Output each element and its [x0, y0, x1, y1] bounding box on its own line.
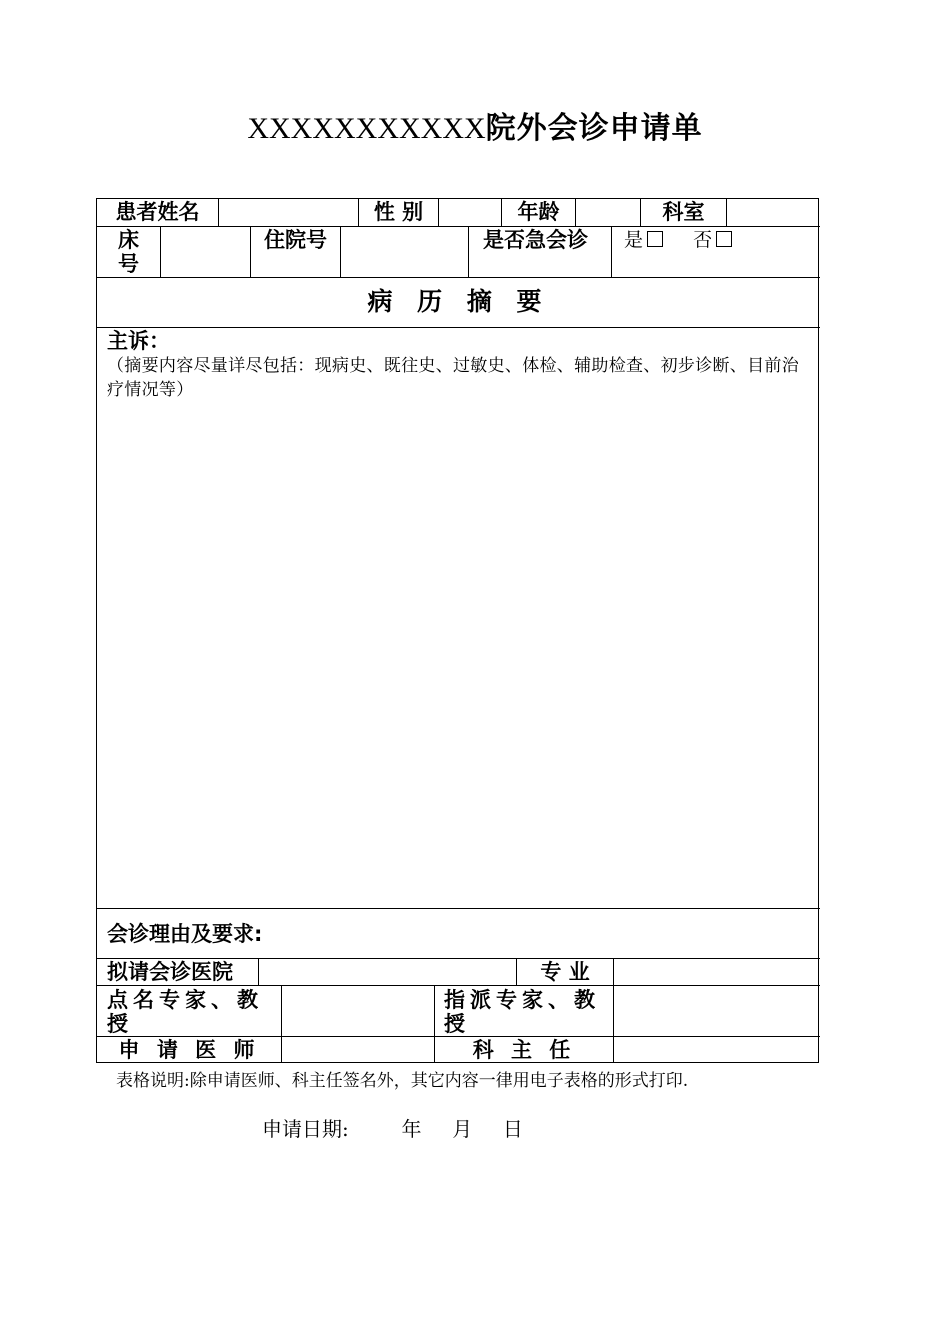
urgent-yes-label: 是	[624, 229, 644, 251]
summary-heading: 病 历 摘 要	[367, 287, 550, 316]
urgent-options	[624, 228, 820, 252]
bed-label-line2: 号	[118, 252, 139, 276]
row-divider	[97, 327, 820, 328]
date-label: 申请日期:	[262, 1117, 349, 1141]
patient-name-field[interactable]	[219, 200, 358, 225]
assigned-expert-field[interactable]	[614, 986, 819, 1036]
urgent-consultation-label: 是否急会诊	[483, 228, 588, 252]
title-code: XXXXXXXXXXX	[247, 112, 486, 145]
date-year: 年	[401, 1117, 422, 1141]
urgent-no-checkbox[interactable]	[716, 231, 732, 247]
department-director-signature[interactable]	[614, 1037, 819, 1062]
form-title	[0, 103, 950, 147]
named-expert-label: 点名专家、教授	[107, 988, 263, 1036]
admission-number-label: 住院号	[264, 228, 327, 252]
applying-doctor-label: 申 请 医 师	[118, 1038, 260, 1062]
assigned-expert-label: 指派专家、教授	[444, 988, 600, 1036]
bed-number-label	[97, 228, 160, 276]
title-text: 院外会诊申请单	[485, 111, 703, 146]
department-field[interactable]	[727, 200, 819, 225]
reason-label: 会诊理由及要求:	[107, 922, 263, 946]
row-divider	[97, 277, 820, 278]
hospital-label: 拟请会诊医院	[107, 960, 233, 984]
age-field[interactable]	[576, 200, 640, 225]
patient-name-label: 患者姓名	[115, 200, 200, 224]
named-expert-field[interactable]	[282, 986, 434, 1036]
specialty-label: 专 业	[540, 960, 590, 984]
department-label: 科室	[662, 200, 705, 224]
col-divider	[611, 226, 612, 277]
chief-complaint-label: 主诉：	[107, 329, 170, 353]
col-divider	[468, 226, 469, 277]
form-footnote: 表格说明:除申请医师、科主任签名外，其它内容一律用电子表格的形式打印.	[116, 1071, 689, 1091]
urgent-no-label: 否	[693, 229, 713, 251]
consultation-form	[96, 198, 819, 1063]
reason-field[interactable]	[98, 909, 819, 957]
date-day: 日	[502, 1117, 523, 1141]
age-label: 年龄	[517, 200, 560, 224]
bed-number-field[interactable]	[161, 227, 250, 277]
gender-field[interactable]	[439, 200, 501, 225]
hospital-field[interactable]	[259, 959, 516, 985]
department-director-label: 科 主 任	[472, 1038, 576, 1062]
specialty-field[interactable]	[614, 959, 819, 985]
admission-number-field[interactable]	[341, 227, 468, 277]
gender-label: 性 别	[373, 200, 424, 224]
summary-content-area[interactable]	[98, 404, 819, 907]
summary-hint: （摘要内容尽量详尽包括：现病史、既往史、过敏史、体检、辅助检查、初步诊断、目前治疗情况等）	[107, 356, 799, 400]
applying-doctor-signature[interactable]	[282, 1037, 434, 1062]
date-month: 月	[452, 1117, 473, 1141]
bed-label-line1: 床	[118, 228, 139, 252]
urgent-yes-checkbox[interactable]	[647, 231, 663, 247]
application-date	[262, 1113, 523, 1142]
